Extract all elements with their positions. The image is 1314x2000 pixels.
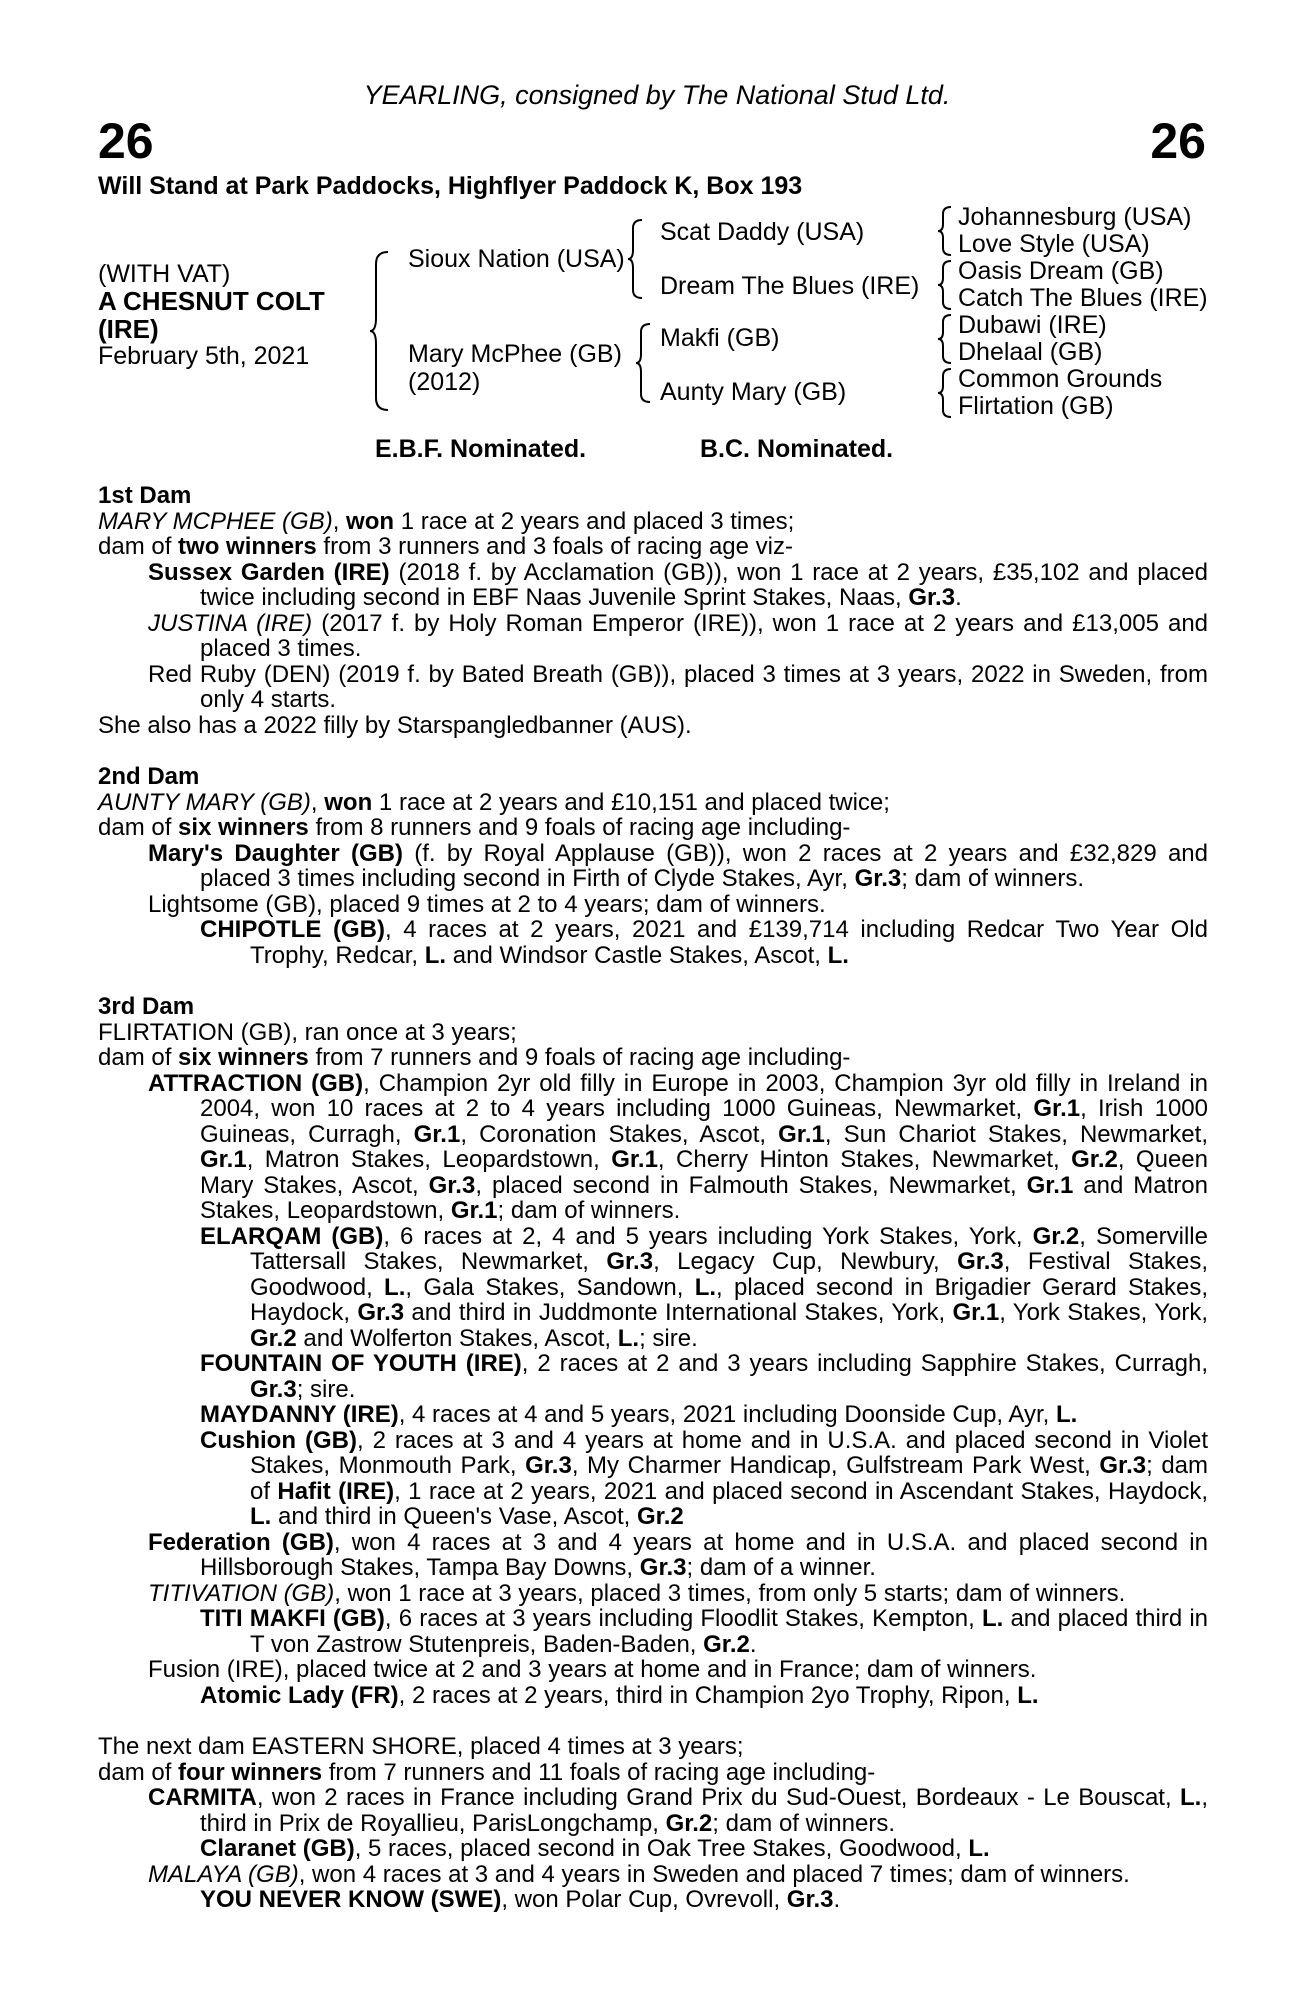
produce-you-never-know: YOU NEVER KNOW (SWE), won Polar Cup, Ovrevoll, Gr.3. (200, 1886, 841, 1913)
produce-malaya: MALAYA (GB), won 4 races at 3 and 4 years in Sweden and placed 7 times; dam of winners. (148, 1860, 1130, 1888)
produce-lightsome: Lightsome (GB), placed 9 times at 2 to 4 years; dam of winners. (148, 890, 826, 918)
produce-justina: JUSTINA (IRE) (2017 f. by Holy Roman Emperor (IRE)), won 1 race at 2 years and £13,005 and placed 3 times. (148, 609, 1209, 662)
sire-sire: Scat Daddy (USA) (660, 218, 865, 246)
grandsire-8: Flirtation (GB) (958, 392, 1114, 420)
sire-dam: Dream The Blues (IRE) (660, 272, 920, 300)
produce-chipotle: CHIPOTLE (GB), 4 races at 2 years, 2021 and £139,714 including Redcar Two Year Old Trophy, Redcar, L. and Windsor Castle Stakes, Ascot, L. (200, 916, 1208, 969)
grandsire-7: Common Grounds (958, 365, 1163, 393)
sire: Sioux Nation (USA) (408, 245, 625, 273)
lot-number-left: 26 (98, 113, 154, 169)
ebf-nominated: E.B.F. Nominated. (375, 435, 587, 463)
produce-fountain-of-youth: FOUNTAIN OF YOUTH (IRE), 2 races at 2 and 3 years including Sapphire Stakes, Curragh, Gr.3; sire. (200, 1350, 1208, 1403)
dam-dam: Aunty Mary (GB) (660, 378, 847, 406)
produce-red-ruby: Red Ruby (DEN) (2019 f. by Bated Breath (GB)), placed 3 times at 3 years, 2022 in Sweden, from only 4 starts. (148, 660, 1208, 713)
second-dam-produce: dam of six winners from 8 runners and 9 foals of racing age including- (98, 814, 851, 841)
third-dam-produce: dam of six winners from 7 runners and 9 foals of racing age including- (98, 1044, 851, 1071)
catalogue-body (98, 483, 1208, 1913)
produce-federation: Federation (GB), won 4 races at 3 and 4 years at home and in U.S.A. and placed second in Hillsborough Stakes, Tampa Bay Downs, Gr.3; dam of a winner. (148, 1528, 1208, 1581)
first-dam-produce: dam of two winners from 3 runners and 3 foals of racing age viz- (98, 533, 793, 560)
grandsire-2: Love Style (USA) (958, 230, 1150, 258)
pedigree-brace-g3 (938, 313, 954, 365)
grandsire-4: Catch The Blues (IRE) (958, 284, 1208, 312)
produce-titi-makfi: TITI MAKFI (GB), 6 races at 3 years including Floodlit Stakes, Kempton, L. and placed third in T von Zastrow Stutenpreis, Baden-Baden, Gr.2. (200, 1605, 1208, 1658)
pedigree-brace-g4 (938, 367, 954, 419)
produce-cushion: Cushion (GB), 2 races at 3 and 4 years at home and in U.S.A. and placed second in Violet Stakes, Monmouth Park, Gr.3, My Charmer Handicap, Gulfstream Park West, Gr.3; dam of Hafit (IRE), 1 race at 2 years, 2021 and placed second in Ascendant Stakes, Haydock, L. and third in Queen's Vase, Ascot, Gr.2 (200, 1426, 1209, 1530)
produce-sussex-garden: Sussex Garden (IRE) (2018 f. by Acclamation (GB)), won 1 race at 2 years, £35,102 and placed twice including second in EBF Naas Juvenile Sprint Stakes, Naas, Gr.3. (148, 558, 1208, 611)
grandsire-1: Johannesburg (USA) (958, 203, 1192, 231)
third-dam-record: FLIRTATION (GB), ran once at 3 years; (98, 1018, 517, 1046)
produce-maydanny: MAYDANNY (IRE), 4 races at 4 and 5 years, 2021 including Doonside Cup, Ayr, L. (200, 1401, 1078, 1428)
foaling-date: February 5th, 2021 (98, 342, 310, 370)
grandsire-6: Dhelaal (GB) (958, 338, 1103, 366)
grandsire-3: Oasis Dream (GB) (958, 257, 1164, 285)
next-dam-intro: The next dam EASTERN SHORE, placed 4 times at 3 years; (98, 1733, 744, 1760)
horse-title-country: (IRE) (98, 314, 159, 344)
produce-marys-daughter: Mary's Daughter (GB) (f. by Royal Applause (GB)), won 2 races at 2 years and £32,829 and placed 3 times including second in Firth of Clyde Stakes, Ayr, Gr.3; dam of winners. (148, 839, 1208, 892)
bc-nominated: B.C. Nominated. (700, 435, 894, 463)
second-dam-record: AUNTY MARY (GB), won 1 race at 2 years and £10,151 and placed twice; (98, 788, 890, 816)
first-dam-also: She also has a 2022 filly by Starspangledbanner (AUS). (98, 711, 692, 739)
produce-claranet: Claranet (GB), 5 races, placed second in Oak Tree Stakes, Goodwood, L. (200, 1835, 990, 1862)
produce-titivation: TITIVATION (GB), won 1 race at 3 years, placed 3 times, from only 5 starts; dam of winners. (148, 1579, 1126, 1607)
dam-sire: Makfi (GB) (660, 324, 780, 352)
vat-label: (WITH VAT) (98, 260, 231, 288)
consignment-line: YEARLING, consigned by The National Stud Ltd. (363, 80, 951, 110)
produce-elarqam: ELARQAM (GB), 6 races at 2, 4 and 5 years including York Stakes, York, Gr.2, Somerville Tattersall Stakes, Newmarket, Gr.3, Legacy Cup, Newbury, Gr.3, Festival Stakes, Goodwood, L., Gala Stakes, Sandown, L., placed second in Brigadier Gerard Stakes, Haydock, Gr.3 and third in Juddmonte International Stakes, York, Gr.1, York Stakes, York, Gr.2 and Wolferton Stakes, Ascot, L.; sire. (200, 1222, 1209, 1352)
lot-number-right: 26 (1150, 113, 1206, 169)
next-dam-produce: dam of four winners from 7 runners and 11 foals of racing age including- (98, 1758, 876, 1786)
pedigree-brace-dam (636, 322, 654, 404)
pedigree-brace-main (370, 250, 392, 412)
produce-atomic-lady: Atomic Lady (FR), 2 races at 2 years, third in Champion 2yo Trophy, Ripon, L. (200, 1681, 1039, 1709)
horse-title: A CHESNUT COLT (98, 286, 325, 316)
first-dam-record: MARY MCPHEE (GB), won 1 race at 2 years and placed 3 times; (98, 507, 795, 535)
grandsire-5: Dubawi (IRE) (958, 311, 1107, 339)
produce-fusion: Fusion (IRE), placed twice at 2 and 3 years at home and in France; dam of winners. (148, 1656, 1037, 1683)
dam: Mary McPhee (GB) (408, 340, 622, 368)
produce-carmita: CARMITA, won 2 races in France including Grand Prix du Sud-Ouest, Bordeaux - Le Bouscat, L., third in Prix de Royallieu, ParisLongchamp, Gr.2; dam of winners. (148, 1784, 1208, 1837)
pedigree-brace-g1 (938, 205, 954, 257)
stand-location: Will Stand at Park Paddocks, Highflyer Paddock K, Box 193 (98, 172, 803, 200)
second-dam-heading: 2nd Dam (98, 763, 200, 790)
pedigree-brace-g2 (938, 259, 954, 311)
third-dam-heading: 3rd Dam (98, 993, 195, 1020)
produce-attraction: ATTRACTION (GB), Champion 2yr old filly in Europe in 2003, Champion 3yr old filly in Ireland in 2004, won 10 races at 2 to 4 years including 1000 Guineas, Newmarket, Gr.1, Irish 1000 Guineas, Curragh, Gr.1, Coronation Stakes, Ascot, Gr.1, Sun Chariot Stakes, Newmarket, Gr.1, Matron Stakes, Leopardstown, Gr.1, Cherry Hinton Stakes, Newmarket, Gr.2, Queen Mary Stakes, Ascot, Gr.3, placed second in Falmouth Stakes, Newmarket, Gr.1 and Matron Stakes, Leopardstown, Gr.1; dam of winners. (148, 1069, 1208, 1224)
pedigree-brace-sire (628, 218, 646, 300)
first-dam-heading: 1st Dam (98, 482, 192, 509)
dam-year: (2012) (408, 368, 481, 396)
